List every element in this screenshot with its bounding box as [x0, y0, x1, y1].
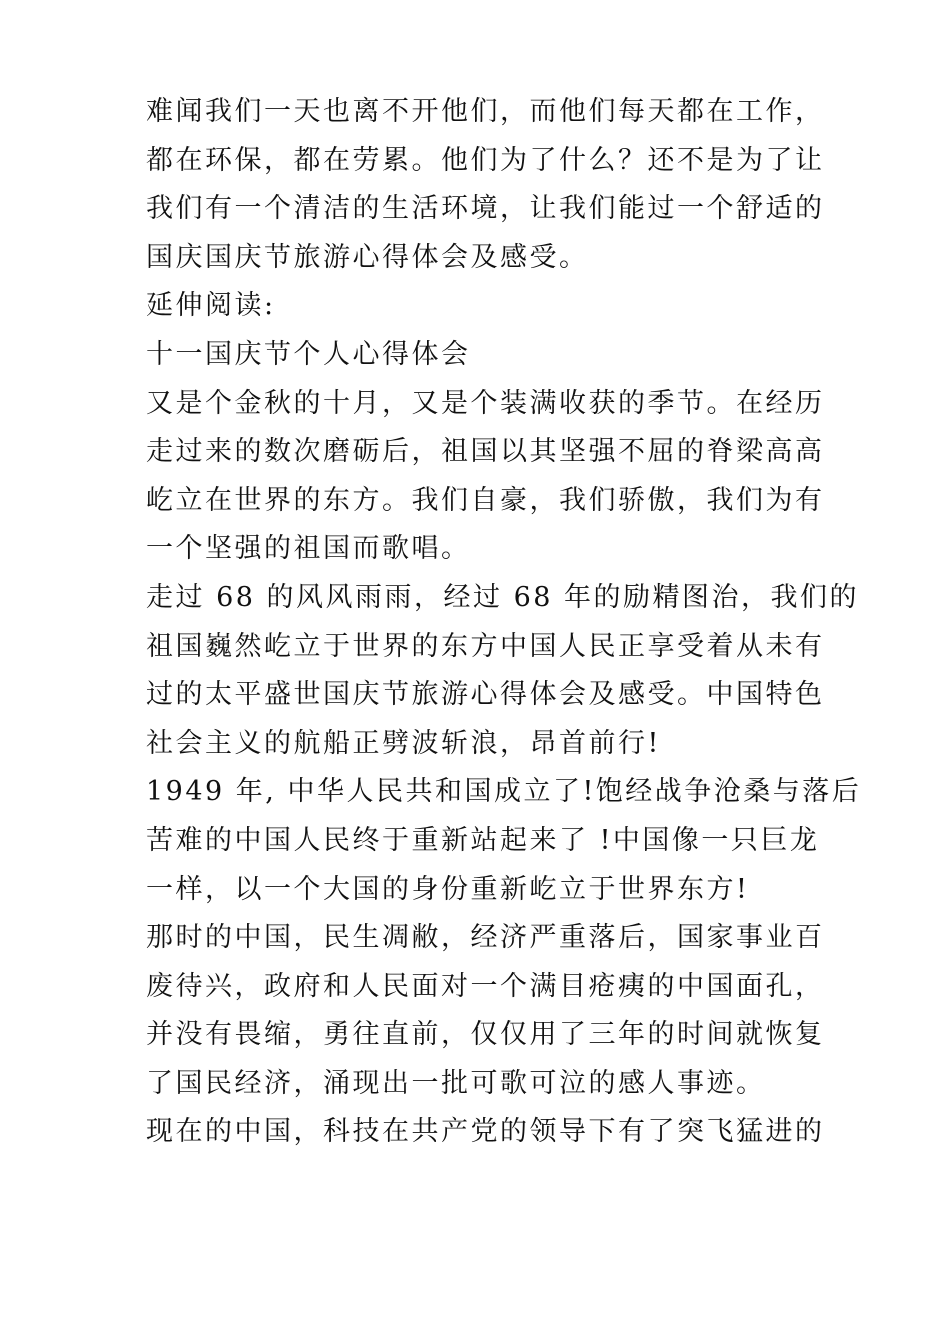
text-line: 屹立在世界的东方。我们自豪，我们骄傲，我们为有	[146, 484, 825, 516]
text-line: 走过 68 的风风雨雨，经过 68 年的励精图治，我们的	[146, 581, 860, 613]
text-line: 苦难的中国人民终于重新站起来了 !中国像一只巨龙	[146, 824, 820, 856]
section-heading: 延伸阅读:	[146, 290, 276, 322]
text-line: 那时的中国，民生凋敝，经济严重落后，国家事业百	[146, 922, 825, 954]
text-line: 并没有畏缩，勇往直前，仅仅用了三年的时间就恢复	[146, 1019, 825, 1051]
text-line: 过的太平盛世国庆节旅游心得体会及感受。中国特色	[146, 679, 825, 711]
text-line: 国庆国庆节旅游心得体会及感受。	[146, 241, 589, 273]
text-line: 1949 年, 中华人民共和国成立了!饱经战争沧桑与落后	[146, 776, 862, 808]
text-line: 了国民经济，涌现出一批可歌可泣的感人事迹。	[146, 1067, 766, 1099]
article-title: 十一国庆节个人心得体会	[146, 338, 471, 370]
text-line: 难闻我们一天也离不开他们，而他们每天都在工作，	[146, 96, 825, 127]
text-line: 又是个金秋的十月，又是个装满收获的季节。在经历	[146, 387, 825, 419]
text-line: 都在环保，都在劳累。他们为了什么？还不是为了让	[146, 144, 825, 176]
text-line: 社会主义的航船正劈波斩浪，昂首前行!	[146, 727, 661, 759]
text-line: 走过来的数次磨砺后，祖国以其坚强不屈的脊梁高高	[146, 436, 825, 468]
text-line: 一样，以一个大国的身份重新屹立于世界东方!	[146, 873, 750, 905]
text-line: 废待兴，政府和人民面对一个满目疮痍的中国面孔，	[146, 970, 825, 1002]
text-line: 祖国巍然屹立于世界的东方中国人民正享受着从未有	[146, 630, 825, 662]
document-body	[146, 88, 862, 1157]
text-line: 一个坚强的祖国而歌唱。	[146, 533, 471, 565]
text-line: 现在的中国，科技在共产党的领导下有了突飞猛进的	[146, 1116, 825, 1148]
text-line: 我们有一个清洁的生活环境，让我们能过一个舒适的	[146, 193, 825, 225]
